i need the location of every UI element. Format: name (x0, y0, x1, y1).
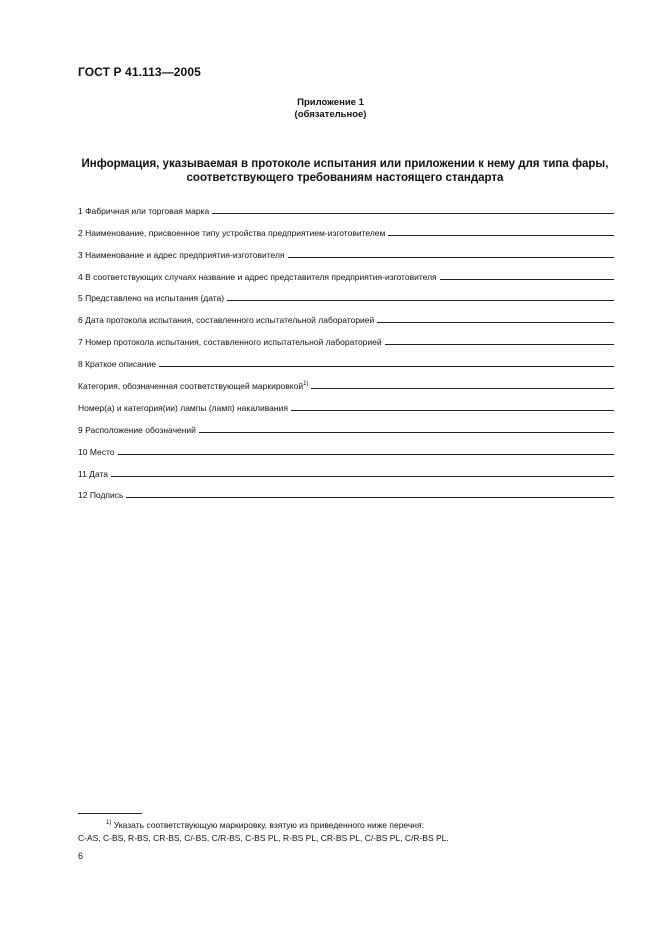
form-field (78, 479, 614, 501)
field-label: 12 Подпись (78, 490, 124, 501)
field-label: 3 Наименование и адрес предприятия-изготовителя (78, 249, 285, 260)
form-field (78, 238, 614, 260)
appendix-label: Приложение 1 (297, 97, 364, 108)
field-label: 1 Фабричная или торговая марка (78, 205, 210, 216)
footnote (78, 817, 638, 845)
document-header: ГОСТ Р 41.113—2005 (78, 65, 201, 79)
footnote-marker: 1) (303, 381, 309, 388)
field-label: Категория, обозначенная соответствующей маркировкой$^{1)}$ (78, 381, 309, 392)
fill-in-line[interactable] (288, 257, 614, 258)
appendix-heading (0, 97, 661, 121)
form-field (78, 391, 614, 413)
form-field (78, 325, 614, 347)
form-title-line-1: Информация, указываемая в протоколе испытания или приложении к нему для типа фары, (81, 158, 609, 170)
fill-in-line[interactable] (377, 322, 614, 323)
form-fields (78, 194, 614, 500)
field-label: 11 Дата (78, 468, 109, 479)
form-field (78, 216, 614, 238)
field-label: 10 Место (78, 446, 115, 457)
form-field (78, 435, 614, 457)
form-field (78, 413, 614, 435)
form-field (78, 303, 614, 325)
field-label: Номер(а) и категория(ии) лампы (ламп) накаливания (78, 402, 288, 413)
form-field (78, 194, 614, 216)
fill-in-line[interactable] (388, 235, 614, 236)
page-number: 6 (78, 851, 84, 861)
fill-in-line[interactable] (199, 432, 614, 433)
fill-in-line[interactable] (227, 300, 614, 301)
fill-in-line[interactable] (291, 410, 614, 411)
field-label: 8 Краткое описание (78, 359, 157, 370)
fill-in-line[interactable] (385, 344, 614, 345)
fill-in-line[interactable] (118, 454, 615, 455)
appendix-note: (обязательное) (294, 109, 367, 120)
field-label: 9 Расположение обозначений (78, 424, 196, 435)
form-title-line-2: соответствующего требованиям настоящего стандарта (186, 172, 504, 184)
field-label: 4 В соответствующих случаях название и адрес представителя предприятия-изготовителя (78, 271, 437, 282)
form-field (78, 347, 614, 369)
field-label: 2 Наименование, присвоенное типу устройства предприятием-изготовителем (78, 227, 386, 238)
fill-in-line[interactable] (440, 279, 614, 280)
form-field (78, 282, 614, 304)
fill-in-line[interactable] (111, 476, 614, 477)
form-field (78, 369, 614, 391)
fill-in-line[interactable] (311, 388, 614, 389)
field-label: 6 Дата протокола испытания, составленного испытательной лабораторией (78, 315, 375, 326)
fill-in-line[interactable] (126, 497, 614, 498)
footnote-marker: 1) (106, 820, 112, 826)
footnote-marking-list: C-AS, C-BS, R-BS, CR-BS, C/-BS, C/R-BS, C-BS PL, R-BS PL, CR-BS PL, C/-BS PL, C/R-BS PL. (78, 832, 449, 843)
fill-in-line[interactable] (212, 213, 614, 214)
field-label: 7 Номер протокола испытания, составленного испытательной лабораторией (78, 337, 382, 348)
footnote-text: Указать соответствующую маркировку, взятую из приведенного ниже перечня: (111, 819, 424, 830)
form-title (70, 157, 620, 185)
field-label: 5 Представлено на испытания (дата) (78, 293, 225, 304)
fill-in-line[interactable] (159, 366, 614, 367)
form-field (78, 260, 614, 282)
footnote-separator (78, 813, 142, 814)
form-field (78, 457, 614, 479)
